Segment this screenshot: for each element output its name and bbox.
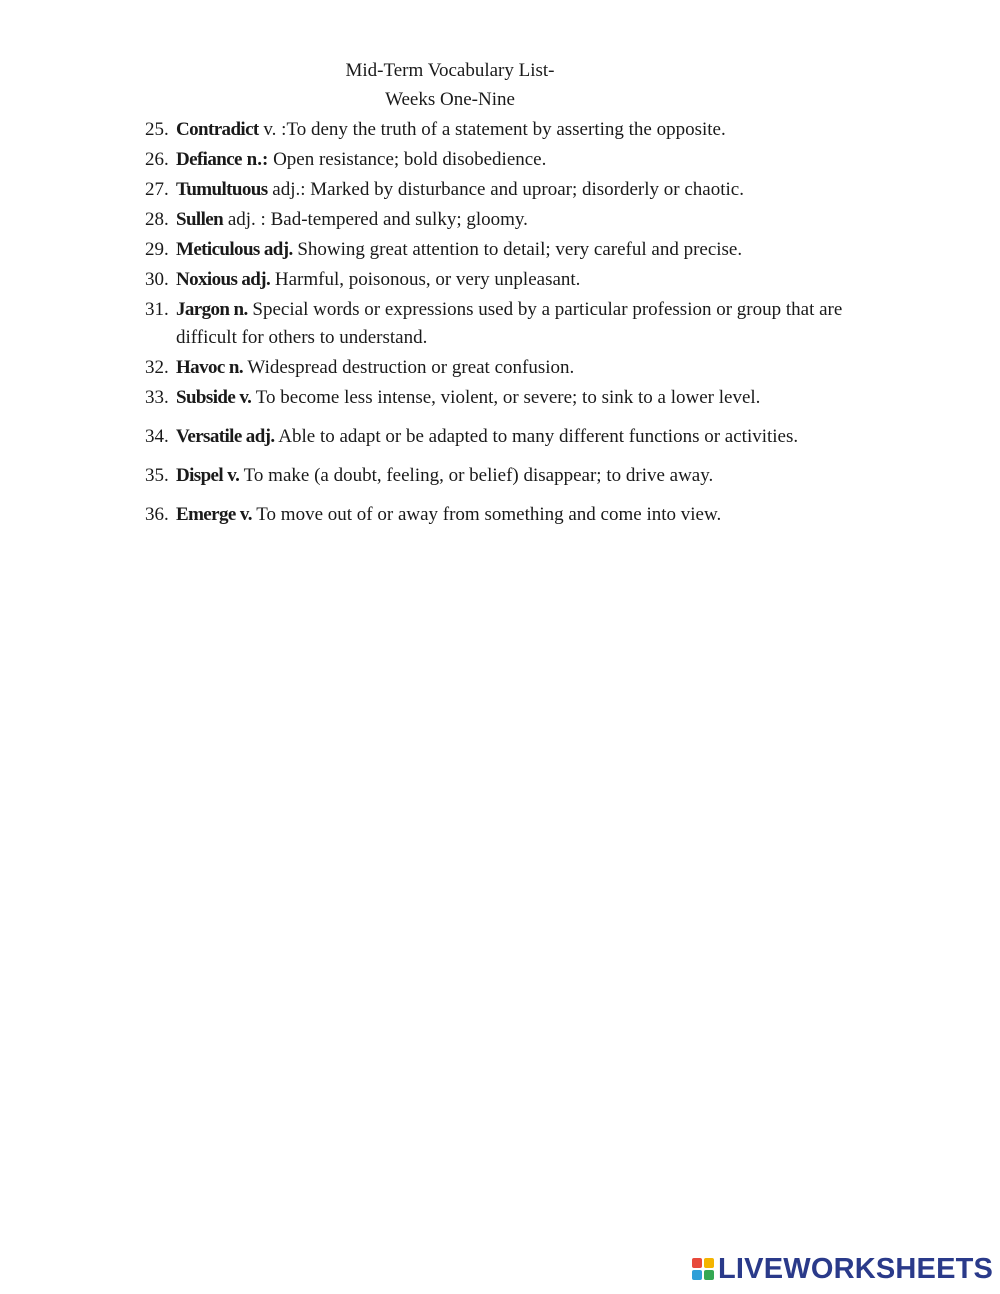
logo-block (692, 1270, 702, 1280)
vocab-item (145, 423, 885, 451)
liveworksheets-logo (692, 1252, 993, 1286)
logo-blocks-icon (692, 1258, 714, 1280)
item-definition: Bad-tempered and sulky; gloomy. (265, 209, 528, 230)
item-number: 27. (145, 179, 169, 200)
item-definition: To move out of or away from something and come into view. (251, 504, 722, 525)
vocab-item (145, 176, 885, 204)
vocab-item (145, 296, 885, 352)
item-pos: adj. : (223, 209, 266, 230)
item-number: 28. (145, 209, 169, 230)
item-term: Havoc n. (176, 357, 243, 378)
item-definition: Harmful, poisonous, or very unpleasant. (270, 269, 581, 290)
item-pos: adj.: (267, 179, 306, 200)
item-definition: Widespread destruction or great confusion. (242, 357, 575, 378)
item-number: 26. (145, 149, 169, 170)
title-line-1: Mid-Term Vocabulary List- (345, 60, 555, 81)
vocab-item (145, 116, 885, 144)
item-term: Dispel v. (176, 465, 240, 486)
item-definition: Special words or expressions used by a particular profession or group that are difficult for others to understand. (176, 299, 843, 348)
vocab-item (145, 236, 885, 264)
item-term: Tumultuous (176, 179, 268, 200)
item-number: 29. (145, 239, 169, 260)
item-number: 31. (145, 299, 169, 320)
item-number: 35. (145, 465, 169, 486)
logo-block (692, 1258, 702, 1268)
item-term: Noxious adj. (176, 269, 271, 290)
logo-block (704, 1270, 714, 1280)
item-pos: v. : (258, 119, 287, 140)
item-term: Sullen (176, 209, 224, 230)
item-pos: n.: (241, 149, 269, 170)
title-line-2: Weeks One-Nine (385, 89, 515, 110)
item-definition: Showing great attention to detail; very careful and precise. (292, 239, 743, 260)
item-term: Subside v. (176, 387, 252, 408)
item-term: Emerge v. (176, 504, 252, 525)
vocab-item (145, 266, 885, 294)
item-number: 33. (145, 387, 169, 408)
vocab-item (145, 206, 885, 234)
vocab-item (145, 384, 885, 412)
logo-block (704, 1258, 714, 1268)
vocab-item (145, 354, 885, 382)
item-number: 34. (145, 426, 169, 447)
item-number: 25. (145, 119, 169, 140)
item-term: Jargon n. (176, 299, 248, 320)
vocab-item (145, 462, 885, 490)
item-term: Versatile adj. (176, 426, 275, 447)
item-definition: Marked by disturbance and uproar; disorderly or chaotic. (305, 179, 744, 200)
item-definition: To become less intense, violent, or severe; to sink to a lower level. (251, 387, 761, 408)
item-term: Defiance (176, 149, 242, 170)
item-term: Meticulous adj. (176, 239, 293, 260)
item-number: 32. (145, 357, 169, 378)
vocab-item (145, 501, 885, 529)
brand-name: LIVEWORKSHEETS (718, 1252, 994, 1285)
item-definition: To deny the truth of a statement by asserting the opposite. (286, 119, 726, 140)
item-definition: To make (a doubt, feeling, or belief) disappear; to drive away. (239, 465, 714, 486)
item-number: 30. (145, 269, 169, 290)
item-definition: Able to adapt or be adapted to many different functions or activities. (274, 426, 799, 447)
item-definition: Open resistance; bold disobedience. (268, 149, 547, 170)
item-number: 36. (145, 504, 169, 525)
vocab-item (145, 146, 885, 174)
item-term: Contradict (176, 119, 259, 140)
